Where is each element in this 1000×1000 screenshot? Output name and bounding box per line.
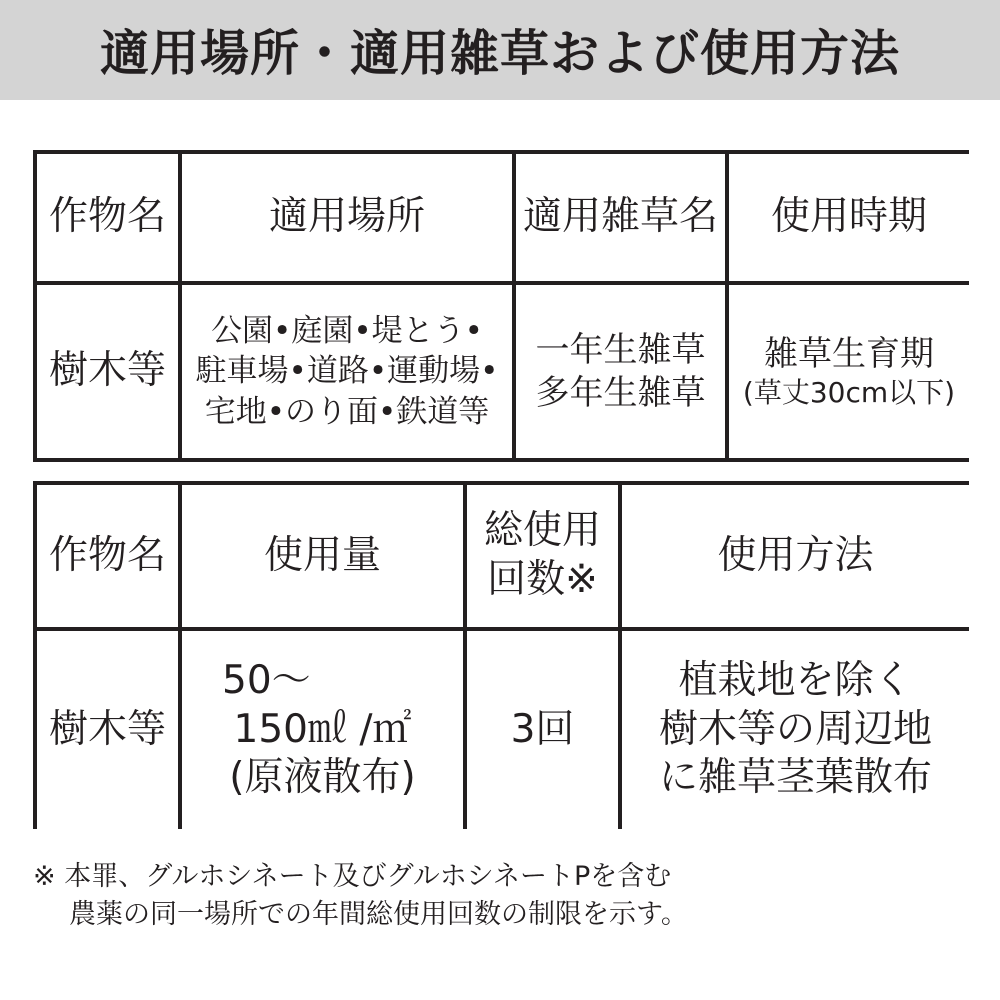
place-line: 公園•庭園•堤とう•: [211, 313, 483, 350]
usage-table: [33, 481, 969, 829]
header-crop-label: 作物名: [48, 194, 166, 240]
place-line: 宅地•のり面•鉄道等: [204, 393, 490, 430]
amount-line: 150㎖ /㎡: [233, 706, 412, 752]
row-crop-value: 樹木等: [48, 348, 166, 394]
header-method: [622, 485, 969, 627]
row-count-value: 3回: [510, 706, 575, 752]
row-crop-value: 樹木等: [48, 706, 166, 752]
header-method-label: 使用方法: [717, 532, 874, 578]
weeds-line: 多年生雑草: [535, 372, 706, 413]
header-weeds: [516, 154, 725, 281]
header-timing: [729, 154, 969, 281]
header-weeds-label: 適用雑草名: [522, 194, 718, 240]
count-header-line: 回数※: [487, 557, 598, 602]
footnote: [33, 858, 973, 934]
header-amount-label: 使用量: [263, 532, 381, 578]
header-crop: [37, 485, 178, 627]
application-table: [33, 150, 969, 462]
row-crop: [37, 631, 178, 829]
method-line: 樹木等の周辺地: [658, 706, 932, 752]
row-amount: [182, 631, 463, 829]
header-crop: [37, 154, 178, 281]
header-place: [182, 154, 512, 281]
method-line: に雑草茎葉散布: [658, 755, 932, 801]
place-line: 駐車場•道路•運動場•: [195, 353, 499, 390]
row-weeds: [516, 285, 725, 458]
row-timing: [729, 285, 969, 458]
weeds-line: 一年生雑草: [535, 330, 706, 370]
count-header-line: 総使用: [483, 508, 601, 554]
row-count: [467, 631, 618, 829]
amount-line: (原液散布): [229, 755, 416, 801]
header-count: [467, 485, 618, 627]
amount-line: 50〜: [222, 657, 311, 703]
header-place-label: 適用場所: [268, 194, 425, 240]
footnote-line-1: ※ 本罪、グルホシネート及びグルホシネートPを含む: [33, 861, 672, 892]
timing-line: (草丈30cm以下): [742, 376, 956, 410]
page-title: 適用場所・適用雑草および使用方法: [99, 25, 900, 82]
header-timing-label: 使用時期: [770, 194, 927, 240]
row-method: [622, 631, 969, 829]
method-line: 植栽地を除く: [678, 657, 913, 703]
row-crop: [37, 285, 178, 458]
header-amount: [182, 485, 463, 627]
timing-line: 雑草生育期: [764, 333, 934, 374]
header-crop-label: 作物名: [48, 532, 166, 578]
title-bar: [0, 0, 1000, 100]
footnote-line-2: 農薬の同一場所での年間総使用回数の制限を示す。: [69, 898, 688, 930]
row-place: [182, 285, 512, 458]
